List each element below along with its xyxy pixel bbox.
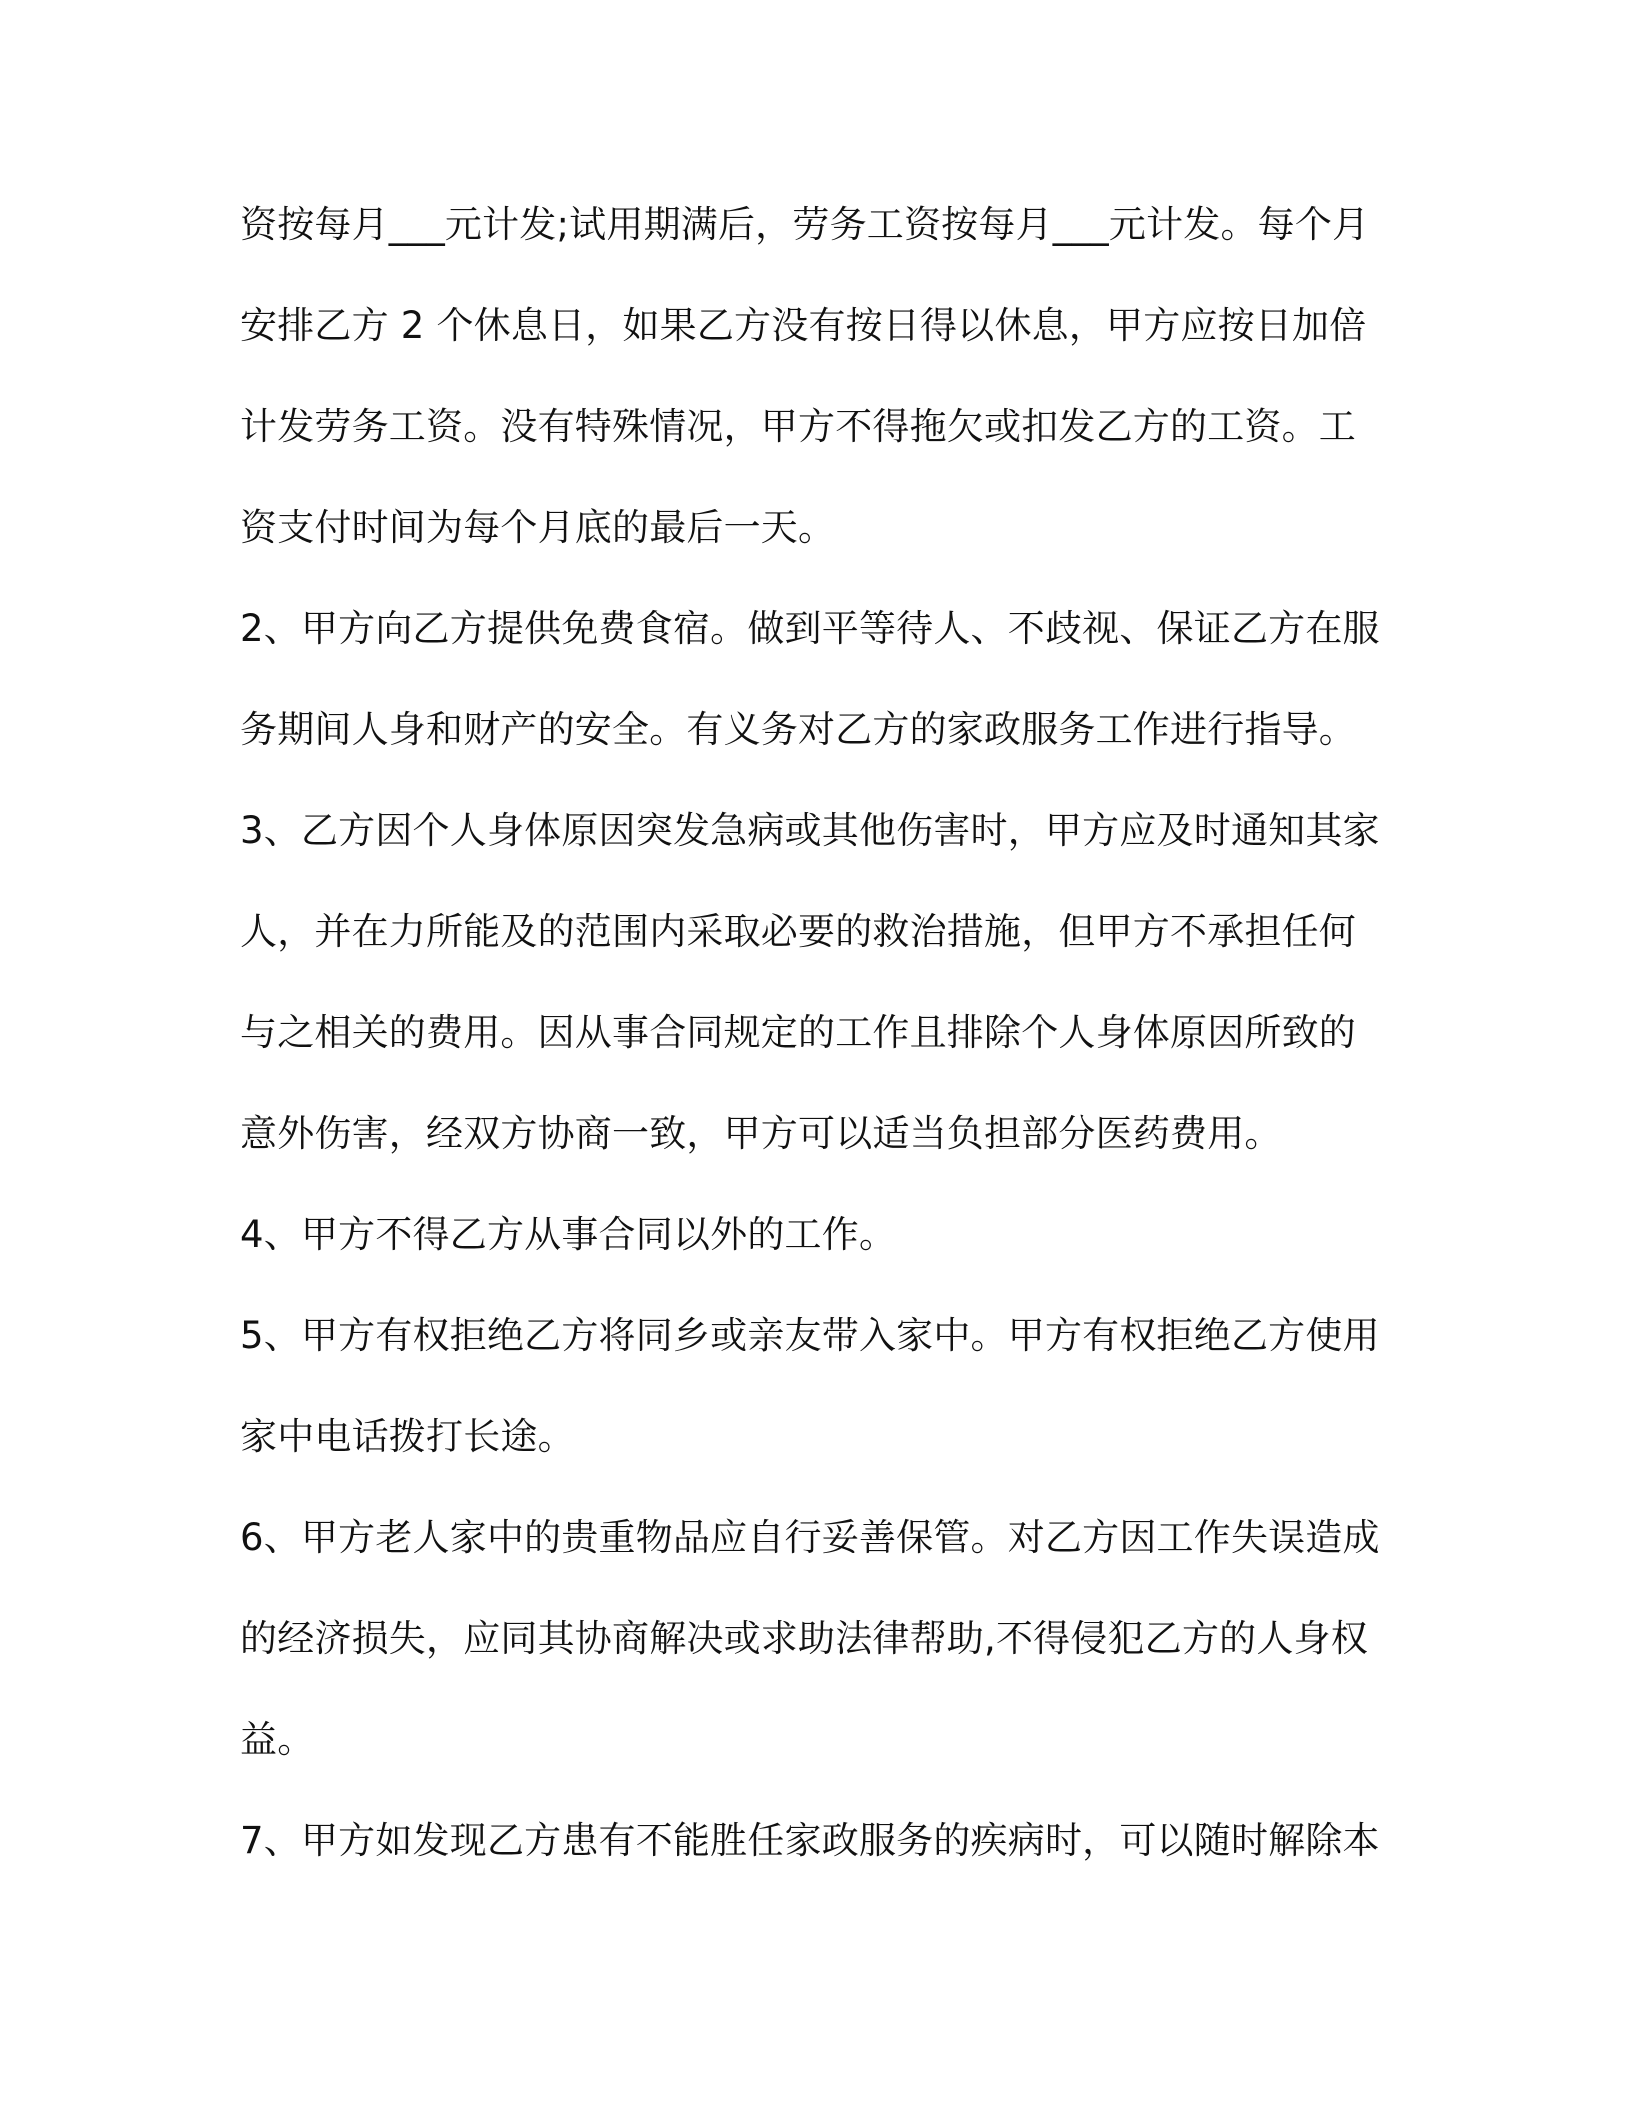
clause-4-line: 4、甲方不得乙方从事合同以外的工作。	[240, 1213, 897, 1256]
clause-2-line: 2、甲方向乙方提供免费食宿。做到平等待人、不歧视、保证乙方在服	[240, 607, 1380, 650]
text-line: 的经济损失，应同其协商解决或求助法律帮助,不得侵犯乙方的人身权	[240, 1617, 1368, 1660]
text-line: 人，并在力所能及的范围内采取必要的救治措施，但甲方不承担任何	[240, 910, 1356, 953]
clause-3-line: 3、乙方因个人身体原因突发急病或其他伤害时，甲方应及时通知其家	[240, 809, 1380, 852]
text-line: 计发劳务工资。没有特殊情况，甲方不得拖欠或扣发乙方的工资。工	[240, 405, 1356, 448]
text-line: 务期间人身和财产的安全。有义务对乙方的家政服务工作进行指导。	[240, 708, 1356, 751]
clause-5-line: 5、甲方有权拒绝乙方将同乡或亲友带入家中。甲方有权拒绝乙方使用	[240, 1314, 1380, 1357]
text-line: 益。	[240, 1718, 315, 1761]
document-body	[240, 174, 1400, 1891]
text-line: 资支付时间为每个月底的最后一天。	[240, 506, 836, 549]
clause-6-line: 6、甲方老人家中的贵重物品应自行妥善保管。对乙方因工作失误造成	[240, 1516, 1380, 1559]
text-line: 安排乙方 2 个休息日，如果乙方没有按日得以休息，甲方应按日加倍	[240, 304, 1367, 347]
text-line: 资按每月___元计发;试用期满后，劳务工资按每月___元计发。每个月	[240, 203, 1370, 246]
text-line: 家中电话拨打长途。	[240, 1415, 575, 1458]
clause-7-line: 7、甲方如发现乙方患有不能胜任家政服务的疾病时，可以随时解除本	[240, 1819, 1380, 1862]
text-line: 意外伤害，经双方协商一致，甲方可以适当负担部分医药费用。	[240, 1112, 1282, 1155]
text-line: 与之相关的费用。因从事合同规定的工作且排除个人身体原因所致的	[240, 1011, 1356, 1054]
